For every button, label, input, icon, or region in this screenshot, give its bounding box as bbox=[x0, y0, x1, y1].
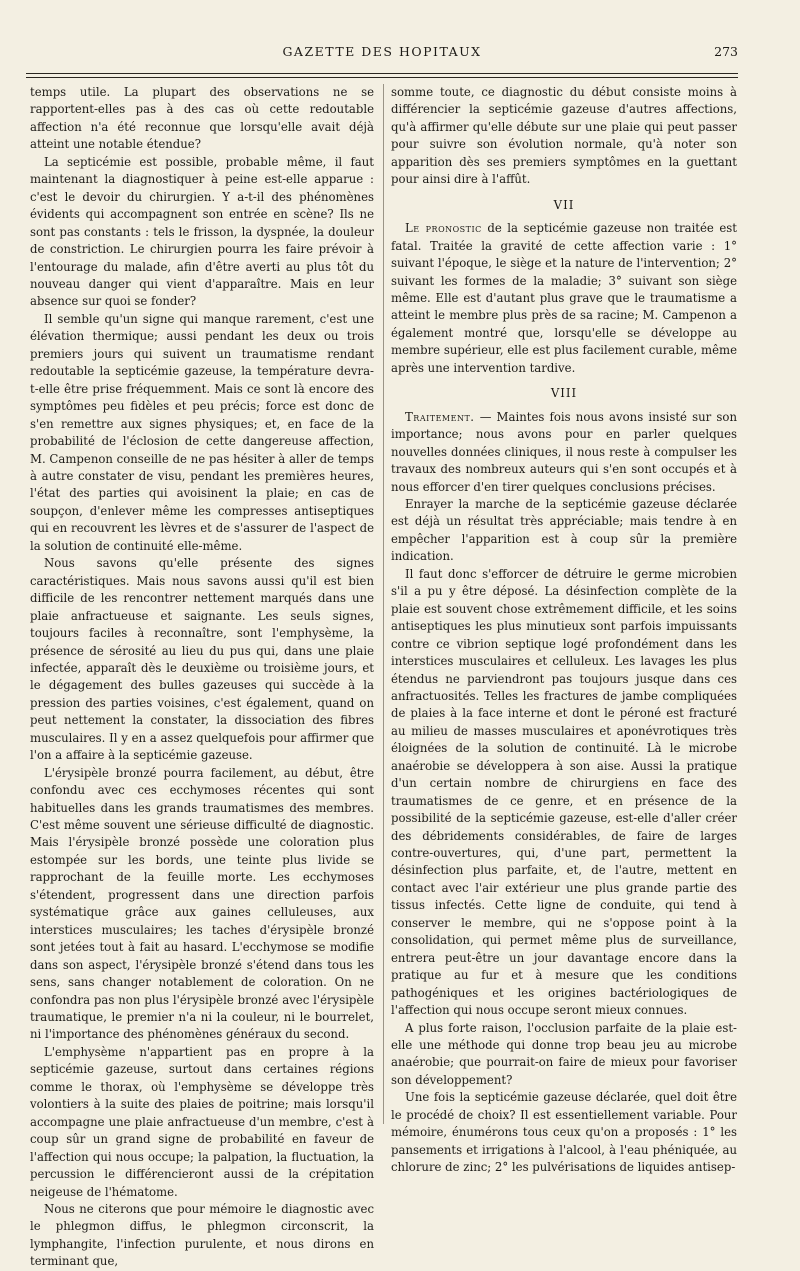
paragraph: Une fois la septicémie gazeuse déclarée, quel doit être le procédé de choix? Il est essentiellement variable. Pour mémoire, énumérons tous ceux qu'on a proposés : 1° les pansements et irrigations à l'alcool, à l'eau phéniquée, au chlorure de zinc; 2° les pulvérisations de liquides antisep- bbox=[391, 1090, 737, 1175]
right-column bbox=[391, 84, 737, 1177]
paragraph: Nous ne citerons que pour mémoire le diagnostic avec le phlegmon diffus, le phlegmon circonscrit, la lymphangite, l'infection purulente, et nous dirons en terminant que, bbox=[30, 1202, 374, 1269]
paragraph: Nous savons qu'elle présente des signes caractéristiques. Mais nous savons aussi qu'il est bien difficile de les rencontrer nettement marqués dans une plaie anfractueuse et saignante. Les seuls signes, toujours faciles à reconnaître, sont l'emphysème, la présence de sérosité au lieu du pus qui, dans une plaie infectée, apparaît dès le deuxième ou troisième jours, et le dégagement des bulles gazeuses qui succède à la pression des parties voisines, c'est également, quand on peut nettement la constater, la dissociation des fibres musculaires. Il y en a assez quelquefois pour affirmer que l'on a affaire à la septicémie gazeuse. bbox=[30, 556, 374, 763]
header-rule bbox=[26, 73, 738, 78]
section-heading: VIII bbox=[550, 386, 578, 401]
paragraph: temps utile. La plupart des observations ne se rapportent-elles pas à des cas où cette redoutable affection n'a été reconnue que lorsqu'elle avait déjà atteint une notable étendue? bbox=[30, 85, 374, 152]
page-header bbox=[26, 44, 738, 64]
column-divider bbox=[383, 84, 384, 1124]
paragraph-text: de la septicémie gazeuse non traitée est fatal. Traitée la gravité de cette affection varie : 1° suivant l'époque, le siège et la nature de l'intervention; 2° suivant les formes de la maladie; 3° suivant son siège même. Elle est d'autant plus grave que le traumatisme a atteint le membre plus près de sa racine; M. Campenon a également montré que, lorsqu'elle se développe au membre supérieur, elle est plus facilement curable, même après une intervention tardive. bbox=[391, 221, 738, 375]
paragraph bbox=[391, 409, 737, 496]
run-in-heading: Traitement. bbox=[405, 409, 475, 424]
paragraph: La septicémie est possible, probable même, il faut maintenant la diagnostiquer à peine est-elle apparue : c'est le devoir du chirurgien. Y a-t-il des phénomènes évidents qui accompagnent son entrée en scène? Ils ne sont pas constants : tels le frisson, la dyspnée, la douleur de constriction. Le chirurgien pourra les faire prévoir à l'entourage du malade, afin d'être averti au plus tôt du nouveau danger qui vient d'apparaître. Mais en leur absence sur quoi se fonder? bbox=[30, 154, 374, 309]
run-in-heading: Le pronostic bbox=[405, 221, 482, 236]
paragraph: Il semble qu'un signe qui manque rarement, c'est une élévation thermique; aussi pendant les deux ou trois premiers jours qui suivent un traumatisme rendant redoutable la septicémie gazeuse, la température devra-t-elle être prise fréquemment. Mais ce sont là encore des symptômes peu fidèles et peu précis; force est donc de s'en remettre aux signes physiques; et, en face de la probabilité de l'éclosion de cette dangereuse affection, M. Campenon conseille de ne pas hésiter à aller de temps à autre constater de visu, pendant les premières heures, l'état des parties qui avoisinent la plaie; en cas de soupçon, d'enlever même les compresses antiseptiques qui en recouvrent les lèvres et de s'assurer de l'aspect de la solution de continuité elle-même. bbox=[30, 311, 374, 553]
paragraph: L'emphysème n'appartient pas en propre à la septicémie gazeuse, surtout dans certaines régions comme le thorax, où l'emphysème se développe très volontiers à la suite des plaies de poitrine; mais lorsqu'il accompagne une plaie anfractueuse d'un membre, c'est à coup sûr un grand signe de probabilité en faveur de l'affection qui nous occupe; la palpation, la fluctuation, la percussion le différencieront aussi de la crépitation neigeuse de l'hématome. bbox=[30, 1044, 374, 1199]
paragraph: Il faut donc s'efforcer de détruire le germe microbien s'il a pu y être déposé. La désinfection complète de la plaie est souvent chose extrêmement difficile, et les soins antiseptiques les plus minutieux sont parfois impuissants contre ce vibrion septique logé profondément dans les interstices musculaires et celluleux. Les lavages les plus étendus ne parviendront pas toujours jusque dans ces anfractuosités. Telles les fractures de jambe compliquées de plaies à la face interne et dont le péroné est fracturé au milieu de masses musculaires et aponévrotiques très éloignées de la solution de continuité. Là le microbe anaérobie se développera à son aise. Aussi la pratique d'un certain nombre de chirurgiens en face des traumatismes de ce genre, et en présence de la possibilité de la septicémie gazeuse, est-elle d'aller créer des débridements considérables, de faire de larges contre-ouvertures, qui, d'une part, permettent la désinfection plus parfaite, et, de l'autre, mettent en contact avec l'air extérieur une plus grande partie des tissus infectés. Cette ligne de conduite, qui tend à conserver le membre, qui ne s'oppose point à la consolidation, qui permet même plus de surveillance, entrera peut-être un jour davantage encore dans la pratique au fur et à mesure que les conditions pathogéniques et les origines bactériologiques de l'affection qui nous occupe seront mieux connues. bbox=[391, 566, 737, 1018]
paragraph-text: — Maintes fois nous avons insisté sur son importance; nous avons pour en parler quelques nouvelles données cliniques, il nous reste à compulser les travaux des nombreux auteurs qui s'en sont occupés et à nous efforcer d'en tirer quelques conclusions précises. bbox=[391, 409, 737, 494]
paragraph: Enrayer la marche de la septicémie gazeuse déclarée est déjà un résultat très appréciable; mais tendre à en empêcher l'apparition est à coup sûr la première indication. bbox=[391, 496, 737, 564]
paragraph: A plus forte raison, l'occlusion parfaite de la plaie est-elle une méthode qui donne trop beau jeu au microbe anaérobie; que pourrait-on faire de mieux pour favoriser son développement? bbox=[391, 1020, 737, 1087]
left-column bbox=[30, 84, 374, 1271]
paragraph: somme toute, ce diagnostic du début consiste moins à différencier la septicémie gazeuse d'autres affections, qu'à affirmer qu'elle débute sur une plaie qui peut passer pour suivre son évolution normale, qu'à noter son apparition dès ses premiers symptômes en la guettant pour ainsi dire à l'affût. bbox=[391, 85, 737, 187]
paragraph: L'érysipèle bronzé pourra facilement, au début, être confondu avec ces ecchymoses récentes qui sont habituelles dans les grands traumatismes des membres. C'est même souvent une sérieuse difficulté de diagnostic. Mais l'érysipèle bronzé possède une coloration plus estompée sur les bords, une teinte plus livide se rapprochant de la feuille morte. Les ecchymoses s'étendent, progressent dans une direction parfois systématique grâce aux gaines celluleuses, aux interstices musculaires; les taches d'érysipèle bronzé sont jetées tout à fait au hasard. L'ecchymose se modifie dans son aspect, l'érysipèle bronzé s'étend dans tous les sens, sans changer notablement de coloration. On ne confondra pas non plus l'érysipèle bronzé avec l'érysipèle traumatique, le premier n'a ni la couleur, ni le bourrelet, ni l'importance des phénomènes généraux du second. bbox=[30, 765, 374, 1042]
section-heading: VII bbox=[553, 197, 575, 212]
running-title: GAZETTE DES HOPITAUX bbox=[282, 44, 482, 59]
page-number: 273 bbox=[714, 44, 738, 59]
paragraph bbox=[391, 220, 737, 377]
